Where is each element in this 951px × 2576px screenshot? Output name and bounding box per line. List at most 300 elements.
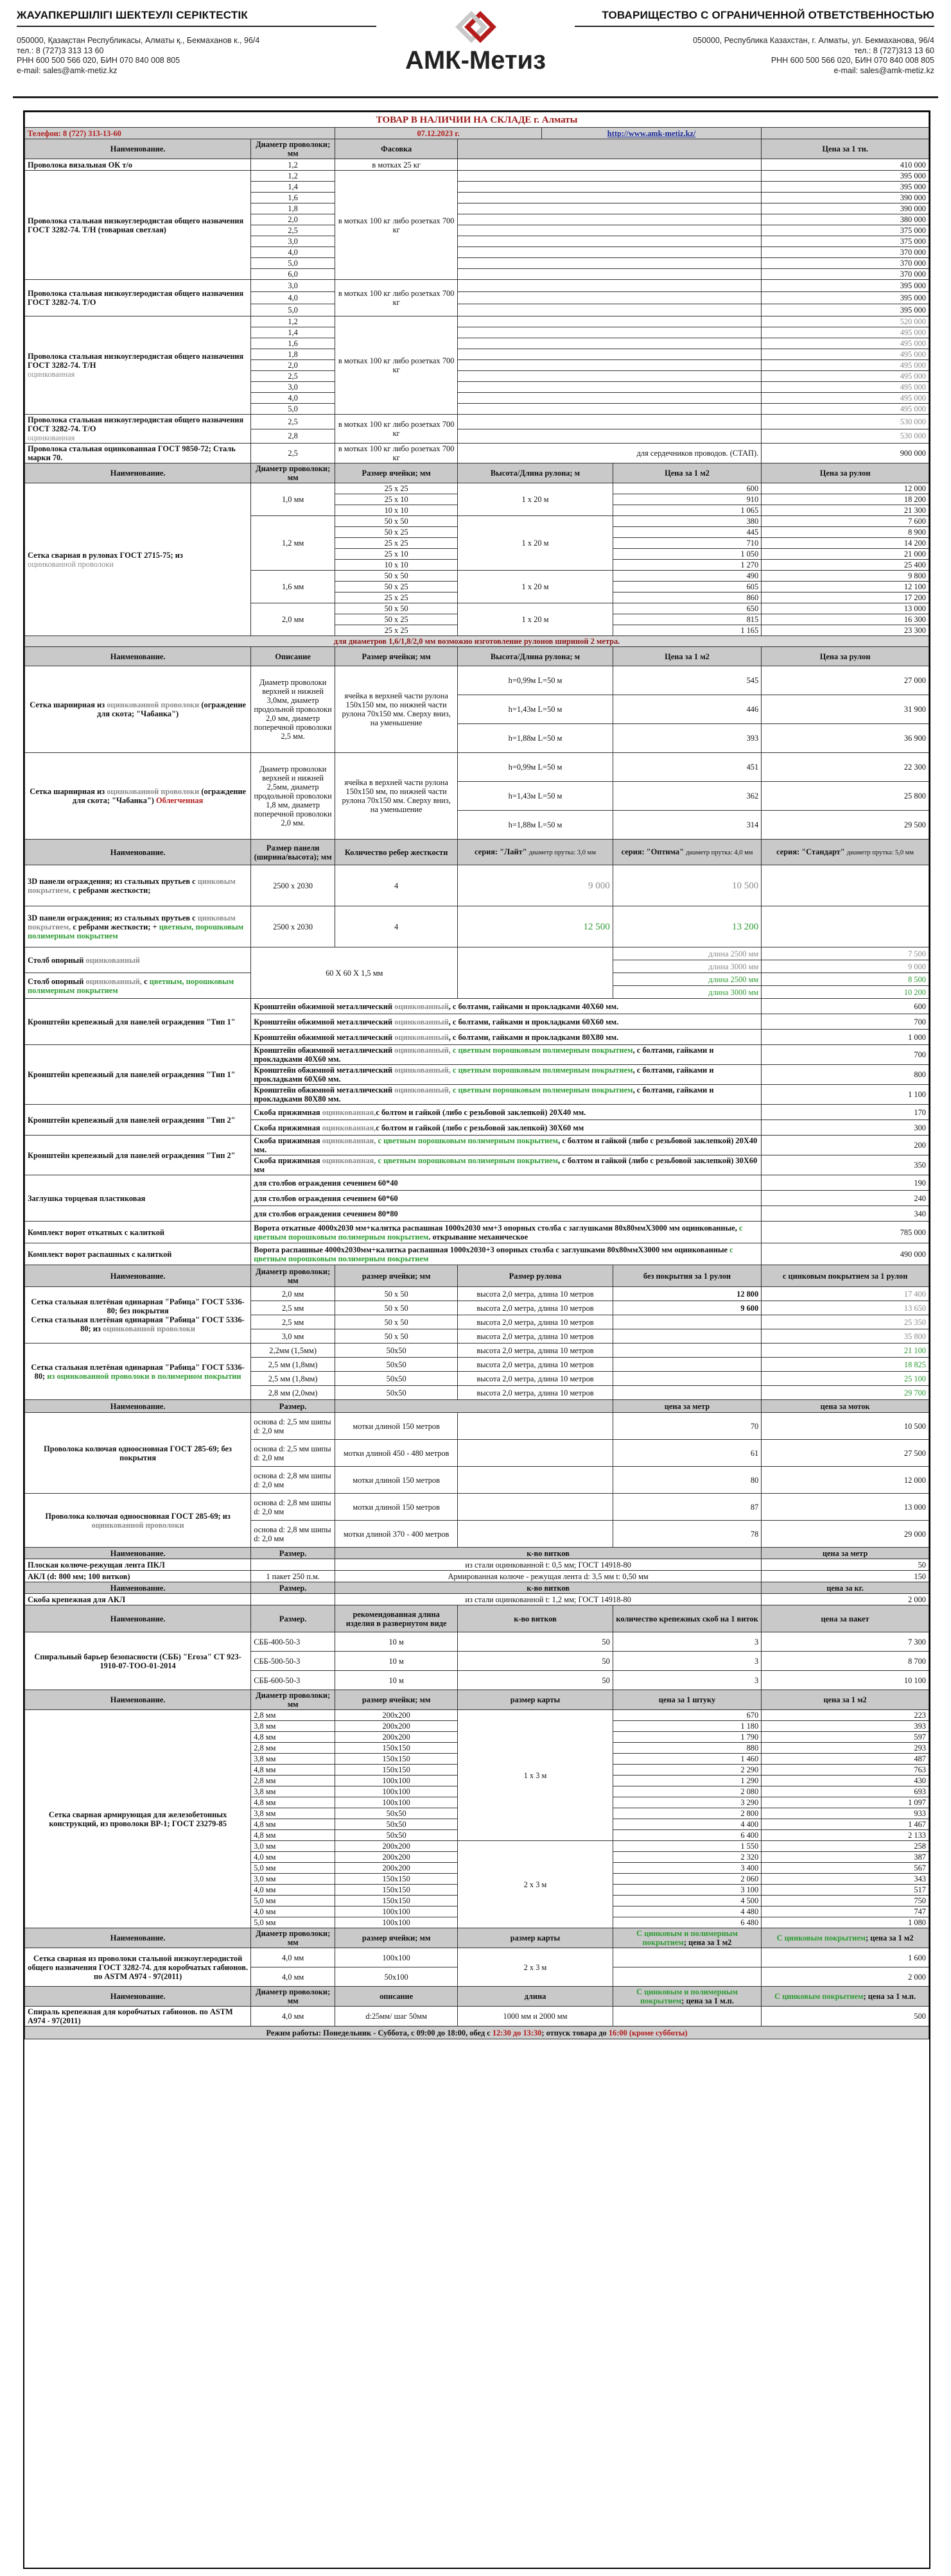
column-header: Наименование. bbox=[25, 1265, 251, 1287]
product-name: Кронштейн обжимной металлический bbox=[254, 1085, 393, 1094]
coating-note: оцинкованная, bbox=[322, 1136, 376, 1145]
table-cell bbox=[458, 1413, 613, 1440]
price: 395 000 bbox=[762, 292, 929, 304]
price-zinc: 25 350 bbox=[762, 1315, 929, 1329]
price: 200 bbox=[762, 1136, 929, 1155]
price-m2: 1 097 bbox=[762, 1797, 929, 1808]
coating-note: цветным, порошковым полимерным покрытием bbox=[28, 922, 244, 940]
website-link[interactable]: http://www.amk-metiz.kz/ bbox=[607, 128, 696, 138]
product-group bbox=[25, 1344, 251, 1400]
column-header: Наименование. bbox=[25, 463, 251, 483]
product-name: Проволока стальная низкоуглеродистая общего назначения ГОСТ 3282-74. Т/Н (товарная светлая) bbox=[28, 216, 244, 234]
cell-size: 50 х 50 bbox=[335, 1287, 458, 1301]
wire-row bbox=[25, 280, 929, 292]
table-cell bbox=[458, 203, 762, 214]
column-header: Описание bbox=[251, 647, 335, 666]
ribs: 4 bbox=[335, 906, 458, 947]
column-header: размер ячейки; мм bbox=[335, 1928, 458, 1948]
table-cell bbox=[458, 382, 762, 393]
coating-note: с цветным порошковым полимерным покрытием bbox=[254, 1245, 733, 1263]
column-header: размер ячейки; мм bbox=[335, 1690, 458, 1710]
product-name: Кронштейн обжимной металлический bbox=[254, 1066, 393, 1075]
product-name: Кронштейн обжимной металлический bbox=[254, 1046, 393, 1055]
bracket-description bbox=[251, 1191, 762, 1206]
letterhead-line: тел.: 8 (727)3 313 13 60 bbox=[17, 46, 104, 55]
table-cell bbox=[458, 214, 762, 225]
company-details-kz bbox=[17, 36, 376, 76]
product-spec: , с болтами, гайками и прокладками 40Х60 мм. bbox=[254, 1046, 714, 1064]
coating-note: оцинкованной проволоки bbox=[28, 559, 114, 569]
product-name: Сетка шарнирная из bbox=[30, 700, 105, 709]
model: СББ-400-50-3 bbox=[251, 1632, 335, 1652]
price: 495 000 bbox=[762, 382, 929, 393]
price-m2: 490 bbox=[613, 571, 761, 582]
price-piece: 1 550 bbox=[613, 1841, 761, 1852]
cell-size: 50 х 25 bbox=[335, 527, 458, 538]
product-group: Заглушка торцевая пластиковая bbox=[25, 1175, 251, 1222]
header-row bbox=[25, 1400, 929, 1413]
cell-size: 25 х 25 bbox=[335, 538, 458, 549]
product-group: Сетка сварная армирующая для железобетонных конструкций, из проволоки ВР-1; ГОСТ 23279-85 bbox=[25, 1710, 251, 1928]
column-header: размер ячейки; мм bbox=[335, 1265, 458, 1287]
column-header: Наименование. bbox=[25, 1400, 251, 1413]
diameter: 4,8 мм bbox=[251, 1732, 335, 1743]
cell-size: 50 х 50 bbox=[335, 1301, 458, 1315]
diameter: 5,0 мм bbox=[251, 1896, 335, 1906]
table-cell bbox=[458, 1494, 613, 1521]
coil-length: мотки длиной 150 метров bbox=[335, 1494, 458, 1521]
letterhead-right bbox=[575, 9, 934, 76]
packing: в мотках 100 кг либо розетках 700 кг bbox=[335, 444, 458, 463]
panel-row bbox=[25, 906, 929, 947]
column-header: С цинковым покрытием; цена за 1 м2 bbox=[762, 1928, 929, 1948]
gate-row bbox=[25, 1243, 929, 1265]
company-title-kz: ЖАУАПКЕРШІЛІГІ ШЕКТЕУЛІ СЕРІКТЕСТІК bbox=[17, 9, 376, 27]
company-title-ru: ТОВАРИЩЕСТВО С ОГРАНИЧЕННОЙ ОТВЕТСТВЕННОСТЬЮ bbox=[575, 9, 934, 27]
coating-note: оцинкованный, bbox=[394, 1066, 451, 1075]
price: 900 000 bbox=[762, 444, 929, 463]
price: 340 bbox=[762, 1206, 929, 1222]
price-m2: 747 bbox=[762, 1906, 929, 1917]
cell-size: 100х100 bbox=[335, 1776, 458, 1786]
column-header: Наименование. bbox=[25, 1582, 251, 1594]
price: 390 000 bbox=[762, 203, 929, 214]
diameter: 4,0 bbox=[251, 247, 335, 258]
column-header: размер карты bbox=[458, 1928, 613, 1948]
diameter: 2,5 мм bbox=[251, 1315, 335, 1329]
diameter: 4,8 мм bbox=[251, 1819, 335, 1830]
price-coil: 10 500 bbox=[762, 1413, 929, 1440]
product-spec: . открывание механическое bbox=[428, 1232, 528, 1241]
product-spec: , с болтами, гайками и прокладками 80Х80 мм. bbox=[448, 1032, 619, 1042]
model: СББ-600-50-3 bbox=[251, 1671, 335, 1690]
cell-size: 25 х 25 bbox=[335, 483, 458, 494]
diameter: 2,5 bbox=[251, 225, 335, 236]
diameter: 1,6 мм bbox=[251, 571, 335, 603]
price-zinc: 25 100 bbox=[762, 1372, 929, 1386]
column-header: количество крепежных скоб на 1 виток bbox=[613, 1605, 761, 1632]
bracket-row bbox=[25, 1175, 929, 1191]
roll-size: h=0,99м L=50 м bbox=[458, 753, 613, 782]
note: для сердечников проводов. (СТАП). bbox=[458, 444, 762, 463]
coils: 50 bbox=[458, 1632, 613, 1652]
price: 170 bbox=[762, 1105, 929, 1120]
column-header: С цинковым и полимерным покрытием; цена за 1 м.п. bbox=[613, 1987, 761, 2007]
column-header: С цинковым покрытием; цена за 1 м.п. bbox=[762, 1987, 929, 2007]
wire-row bbox=[25, 415, 929, 429]
column-header: Цена за 1 тн. bbox=[762, 139, 929, 159]
diameter: 2,0 мм bbox=[251, 1287, 335, 1301]
coils: 50 bbox=[458, 1671, 613, 1690]
header-row bbox=[25, 1987, 929, 2007]
price-piece: 2 060 bbox=[613, 1874, 761, 1885]
price-m2: 2 133 bbox=[762, 1830, 929, 1841]
diameter: 4,0 мм bbox=[251, 1948, 335, 1967]
column-header: Высота/Длина рулона; м bbox=[458, 463, 613, 483]
akl-clip-row bbox=[25, 1594, 929, 1605]
diameter: 1,2 мм bbox=[251, 516, 335, 571]
column-header: размер карты bbox=[458, 1690, 613, 1710]
price-m2: 430 bbox=[762, 1776, 929, 1786]
cell-size: 200х200 bbox=[335, 1852, 458, 1863]
diameter: 2,0 bbox=[251, 214, 335, 225]
series-name: серия: "Лайт" bbox=[475, 847, 527, 856]
roll-size: высота 2,0 метра, длина 10 метров bbox=[458, 1301, 613, 1315]
diameter: 1,6 bbox=[251, 193, 335, 203]
product-name: Сетка сварная в рулонах ГОСТ 2715-75; из bbox=[28, 550, 183, 560]
wire-spec: основа d: 2,8 мм шипы d: 2,0 мм bbox=[251, 1494, 335, 1521]
price: 8 500 bbox=[762, 973, 929, 986]
price-m2: 362 bbox=[613, 782, 761, 811]
rabitsa-row bbox=[25, 1287, 929, 1301]
price-zinc: 18 825 bbox=[762, 1358, 929, 1372]
price: 1 000 bbox=[762, 1030, 929, 1045]
bracket-description bbox=[251, 1155, 762, 1175]
diameter: 2,0 мм bbox=[251, 603, 335, 636]
coating-note: оцинкованная, bbox=[322, 1107, 376, 1117]
diameter: 2,8 мм bbox=[251, 1743, 335, 1754]
price-zinc: 2 000 bbox=[762, 1967, 929, 1987]
spiral-row bbox=[25, 2007, 929, 2027]
post-length: длина 3000 мм bbox=[613, 960, 761, 973]
product-group bbox=[25, 753, 251, 840]
roll-size: h=0,99м L=50 м bbox=[458, 666, 613, 695]
price-zinc: 17 400 bbox=[762, 1287, 929, 1301]
product-name bbox=[25, 947, 251, 973]
cell-size: 10 х 10 bbox=[335, 560, 458, 571]
price: 300 bbox=[762, 1120, 929, 1136]
product-name: Проволока колючая одноосновная ГОСТ 285-69; без покрытия bbox=[44, 1444, 232, 1462]
price-plain: 9 600 bbox=[613, 1301, 761, 1315]
price-m2: 815 bbox=[613, 614, 761, 625]
coating-note: оцинкованная bbox=[28, 433, 75, 442]
column-header: цена за метр bbox=[613, 1400, 761, 1413]
price-piece: 3 290 bbox=[613, 1797, 761, 1808]
mesh-row bbox=[25, 483, 929, 494]
bracket-description bbox=[251, 1045, 762, 1065]
letterhead-line[interactable]: e-mail: sales@amk-metiz.kz bbox=[833, 65, 934, 75]
bracket-description bbox=[251, 1014, 762, 1030]
column-header: Размер. bbox=[251, 1548, 335, 1559]
price-roll: 13 000 bbox=[762, 603, 929, 614]
column-header: Наименование. bbox=[25, 1690, 251, 1710]
price-meter: 78 bbox=[613, 1521, 761, 1548]
phone-number: Телефон: 8 (727) 313-13-60 bbox=[25, 128, 335, 139]
price-m2: 710 bbox=[613, 538, 761, 549]
column-header: к-во витков bbox=[458, 1605, 613, 1632]
price-m2: 393 bbox=[762, 1721, 929, 1732]
product-group bbox=[25, 666, 251, 753]
price: 495 000 bbox=[762, 404, 929, 415]
price-roll: 16 300 bbox=[762, 614, 929, 625]
bracket-description bbox=[251, 1085, 762, 1105]
table-cell bbox=[458, 1521, 613, 1548]
price: 240 bbox=[762, 1191, 929, 1206]
table-cell bbox=[762, 128, 929, 139]
product-name: 3D панели ограждения; из стальных прутьев с bbox=[28, 913, 196, 922]
title-row bbox=[25, 112, 929, 128]
note bbox=[458, 159, 762, 171]
column-header: Размер ячейки; мм bbox=[335, 647, 458, 666]
table-cell bbox=[458, 393, 762, 404]
diameter: 1,2 bbox=[251, 171, 335, 182]
coating-note: оцинкованный, bbox=[394, 1085, 451, 1094]
price-m2: 693 bbox=[762, 1786, 929, 1797]
diameter: 3,8 мм bbox=[251, 1754, 335, 1765]
diameter: 5,0 bbox=[251, 404, 335, 415]
coating-note: С цинковым и полимерным покрытием bbox=[636, 1987, 738, 2005]
diameter: 2,5 bbox=[251, 371, 335, 382]
roll-size: высота 2,0 метра, длина 10 метров bbox=[458, 1344, 613, 1358]
price-polymer bbox=[613, 2007, 761, 2027]
price-piece: 3 100 bbox=[613, 1885, 761, 1896]
table-cell bbox=[458, 338, 762, 349]
series-sub: диаметр прутка: 5,0 мм bbox=[846, 849, 914, 856]
table-cell bbox=[458, 316, 762, 327]
product-name: Сетка шарнирная из bbox=[30, 787, 105, 796]
bracket-description bbox=[251, 1206, 762, 1222]
price-m2: 1 050 bbox=[613, 549, 761, 560]
price: 495 000 bbox=[762, 393, 929, 404]
price-piece: 670 bbox=[613, 1710, 761, 1721]
diameter: 2,8 мм bbox=[251, 1776, 335, 1786]
price-roll: 7 600 bbox=[762, 516, 929, 527]
price: 395 000 bbox=[762, 171, 929, 182]
price: 7 500 bbox=[762, 947, 929, 960]
product-spec: , с болтами, гайками и прокладками 60Х60 мм. bbox=[254, 1066, 714, 1084]
cell-size: 150х150 bbox=[335, 1754, 458, 1765]
product-name: Проволока колючая одноосновная ГОСТ 285-69; из bbox=[45, 1511, 231, 1521]
coating-note: оцинкованный, bbox=[394, 1046, 451, 1055]
price-roll: 22 300 bbox=[762, 753, 929, 782]
column-header: Размер панели (ширина/высота); мм bbox=[251, 840, 335, 865]
clips-per-coil: 3 bbox=[613, 1632, 761, 1652]
product-spec: Ворота откатные 4000х2030 мм+калитка распашная 1000х2030 мм+3 опорных столба с заглушками 80х80ммХ3000 мм оцинкованные, bbox=[254, 1223, 737, 1232]
diameter: 3,0 bbox=[251, 280, 335, 292]
cell-size: 100х100 bbox=[335, 1906, 458, 1917]
price-m2: 605 bbox=[613, 582, 761, 592]
diameter: 3,0 bbox=[251, 382, 335, 393]
product-name: Проволока стальная оцинкованная ГОСТ 9850-72; Сталь марки 70. bbox=[25, 444, 251, 463]
price-piece: 4 400 bbox=[613, 1819, 761, 1830]
bracket-description bbox=[251, 1175, 762, 1191]
price-m2: 223 bbox=[762, 1710, 929, 1721]
price-m2: 1 065 bbox=[613, 505, 761, 516]
coating-note: С цинковым покрытием bbox=[774, 1992, 864, 2001]
description: d:25мм/ шаг 50мм bbox=[335, 2007, 458, 2027]
diameter: 3,0 мм bbox=[251, 1329, 335, 1344]
price-coil: 13 000 bbox=[762, 1494, 929, 1521]
post-length: длина 2500 мм bbox=[613, 973, 761, 986]
wire-spec: основа d: 2,8 мм шипы d: 2,0 мм bbox=[251, 1521, 335, 1548]
column-header: С цинковым и полимерным покрытием; цена за 1 м2 bbox=[613, 1928, 761, 1948]
column-header: Размер. bbox=[251, 1400, 335, 1413]
product-name: (ограждение для скота; "Чабанка") bbox=[97, 700, 246, 718]
header-row bbox=[25, 1265, 929, 1287]
series-sub: диаметр прутка: 3,0 мм bbox=[528, 849, 596, 856]
price-m2: 763 bbox=[762, 1765, 929, 1776]
price-m2: 1 080 bbox=[762, 1917, 929, 1928]
price-polymer bbox=[613, 1948, 761, 1967]
diameter: 3,0 мм bbox=[251, 1841, 335, 1852]
diameter: 1,8 bbox=[251, 203, 335, 214]
product-name: Сетка стальная плетёная одинарная "Рабица" ГОСТ 5336-80; из bbox=[31, 1315, 245, 1333]
roll-size: высота 2,0 метра, длина 10 метров bbox=[458, 1315, 613, 1329]
cell-size: 200х200 bbox=[335, 1863, 458, 1874]
price-m2: 446 bbox=[613, 695, 761, 724]
header-row bbox=[25, 1928, 929, 1948]
price-m2: 1 467 bbox=[762, 1819, 929, 1830]
model: СББ-500-50-3 bbox=[251, 1652, 335, 1671]
cell-size: 50 х 25 bbox=[335, 614, 458, 625]
letterhead-line[interactable]: e-mail: sales@amk-metiz.kz bbox=[17, 65, 118, 75]
column-header: Наименование. bbox=[25, 1987, 251, 2007]
price-zinc: 35 800 bbox=[762, 1329, 929, 1344]
product-name: Столб опорный bbox=[28, 955, 84, 965]
price-piece: 2 080 bbox=[613, 1786, 761, 1797]
price: 350 bbox=[762, 1155, 929, 1175]
card-size: 1 х 3 м bbox=[458, 1710, 613, 1841]
rabitsa-row bbox=[25, 1344, 929, 1358]
coating-note: с цветным порошковым полимерным покрытием bbox=[452, 1085, 633, 1094]
price: 1 100 bbox=[762, 1085, 929, 1105]
product-name: Скоба прижимная bbox=[254, 1156, 320, 1165]
column-header: Фасовка bbox=[335, 139, 458, 159]
price-piece: 1 460 bbox=[613, 1754, 761, 1765]
coating-note: оцинкованная, bbox=[322, 1156, 376, 1165]
price-plain bbox=[613, 1372, 761, 1386]
packing: в мотках 100 кг либо розетках 700 кг bbox=[335, 280, 458, 316]
price: 600 bbox=[762, 999, 929, 1014]
header-row bbox=[25, 647, 929, 666]
price-polymer bbox=[613, 1967, 761, 1987]
column-header: Размер. bbox=[251, 1582, 335, 1594]
diameter: 4,0 мм bbox=[251, 1906, 335, 1917]
coil-length: мотки длиной 450 - 480 метров bbox=[335, 1440, 458, 1467]
coils: 50 bbox=[458, 1652, 613, 1671]
rebar-row bbox=[25, 1710, 929, 1721]
coil-length: мотки длиной 150 метров bbox=[335, 1413, 458, 1440]
cell-size: 25 х 25 bbox=[335, 592, 458, 603]
price-piece: 4 500 bbox=[613, 1896, 761, 1906]
table-cell bbox=[458, 171, 762, 182]
cell-size: 50 х 50 bbox=[335, 571, 458, 582]
header-row bbox=[25, 463, 929, 483]
diameter: 4,0 bbox=[251, 393, 335, 404]
price-coil: 29 000 bbox=[762, 1521, 929, 1548]
header-row bbox=[25, 1548, 929, 1559]
column-header: цена за моток bbox=[762, 1400, 929, 1413]
roll-size: высота 2,0 метра, длина 10 метров bbox=[458, 1372, 613, 1386]
column-header: Диаметр проволоки; мм bbox=[251, 463, 335, 483]
price-m2: 487 bbox=[762, 1754, 929, 1765]
price: 10 200 bbox=[762, 986, 929, 999]
stock-title: ТОВАР В НАЛИЧИИ НА СКЛАДЕ г. Алматы bbox=[25, 112, 929, 128]
bracket-description bbox=[251, 999, 762, 1014]
product-group bbox=[25, 1287, 251, 1344]
product-name: с ребрами жесткости; + bbox=[73, 922, 157, 931]
description: Диаметр проволоки верхней и нижней 3,0мм, диаметр продольной проволоки 2,0 мм, диаметр поперечной проволоки 2,5 мм. bbox=[251, 666, 335, 753]
diameter: 4,8 мм bbox=[251, 1797, 335, 1808]
price: 9 000 bbox=[762, 960, 929, 973]
price-roll: 31 900 bbox=[762, 695, 929, 724]
product-name: Сетка стальная плетёная одинарная "Рабица" ГОСТ 5336-80; bbox=[31, 1362, 245, 1381]
price-lite: 12 500 bbox=[458, 906, 613, 947]
price: 190 bbox=[762, 1175, 929, 1191]
price-meter: 70 bbox=[613, 1413, 761, 1440]
column-header: Наименование. bbox=[25, 1548, 251, 1559]
product-name: Кронштейн обжимной металлический bbox=[254, 1017, 393, 1026]
coating-note: С цинковым и полимерным покрытием bbox=[636, 1929, 738, 1947]
cell-size: 50х50 bbox=[335, 1808, 458, 1819]
table-cell bbox=[458, 1467, 613, 1494]
column-header: Наименование. bbox=[25, 1605, 251, 1632]
length: 10 м bbox=[335, 1632, 458, 1652]
company-details-ru bbox=[575, 36, 934, 76]
column-header bbox=[335, 1400, 613, 1413]
diameter: 1,0 мм bbox=[251, 483, 335, 516]
product-spec: , с болтами, гайками и прокладками 40Х60 мм. bbox=[448, 1001, 619, 1011]
coating-note: оцинкованной проволоки bbox=[91, 1520, 184, 1530]
description: из стали оцинкованной t: 1,2 мм; ГОСТ 14918-80 bbox=[335, 1594, 762, 1605]
price: 2 000 bbox=[762, 1594, 929, 1605]
price-zinc: 1 600 bbox=[762, 1948, 929, 1967]
column-header bbox=[762, 840, 929, 865]
price: 785 000 bbox=[762, 1222, 929, 1243]
product-spec: с болтом и гайкой (либо с резьбовой заклепкой) 30Х60 мм bbox=[376, 1123, 584, 1132]
product-group: Кронштейн крепежный для панелей ограждения "Тип 2" bbox=[25, 1105, 251, 1136]
price: 375 000 bbox=[762, 236, 929, 247]
footer-row bbox=[25, 2027, 929, 2039]
coating-note: оцинкованной проволоки bbox=[103, 1324, 196, 1333]
price-optima: 13 200 bbox=[613, 906, 761, 947]
cell-size: 100х100 bbox=[335, 1948, 458, 1967]
letterhead-line: РНН 600 500 566 020, БИН 070 840 008 805 bbox=[17, 56, 180, 65]
price-roll: 8 900 bbox=[762, 527, 929, 538]
column-header: Диаметр проволоки; мм bbox=[251, 1690, 335, 1710]
table-cell bbox=[458, 236, 762, 247]
product-group bbox=[25, 1413, 251, 1494]
price-lite: 9 000 bbox=[458, 865, 613, 906]
product-name bbox=[25, 973, 251, 999]
table-cell bbox=[458, 280, 762, 292]
work-hours: ; отпуск товара до bbox=[541, 2028, 607, 2037]
cell-size: 50х50 bbox=[335, 1830, 458, 1841]
diameter: 6,0 bbox=[251, 269, 335, 280]
price-meter: 87 bbox=[613, 1494, 761, 1521]
column-header: Наименование. bbox=[25, 139, 251, 159]
price-roll: 29 500 bbox=[762, 811, 929, 840]
